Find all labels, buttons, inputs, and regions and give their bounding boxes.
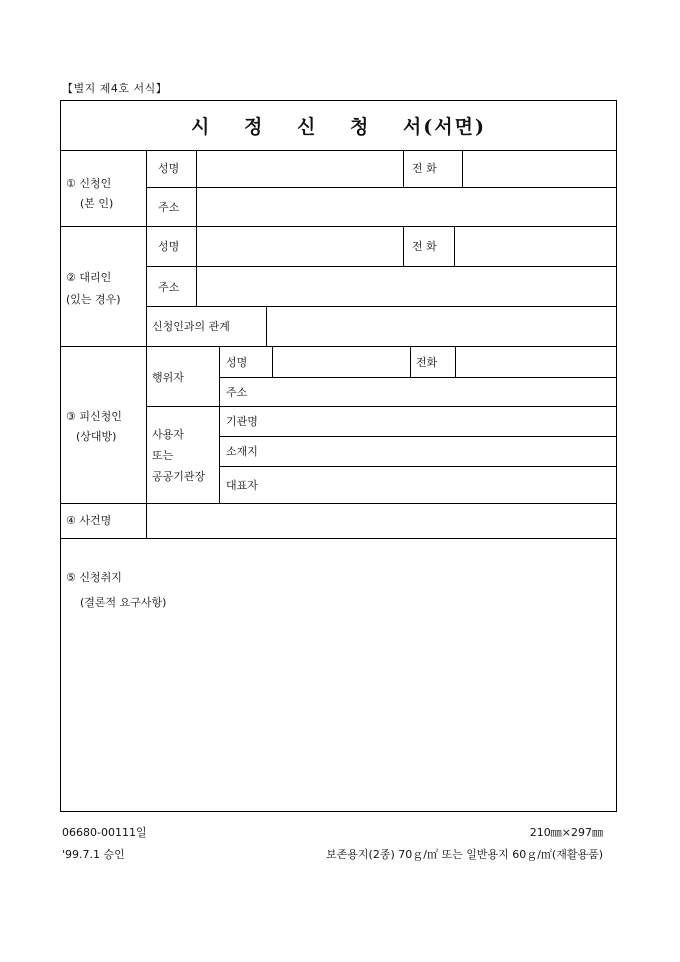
- representative-label: 대표자: [226, 479, 258, 492]
- divider: [272, 346, 273, 377]
- applicant-phone-field[interactable]: [464, 152, 615, 185]
- actor-phone-label: 전화: [416, 356, 438, 369]
- agent-phone-label: 전 화: [412, 240, 437, 253]
- form-title-suffix: 서(서면): [402, 116, 486, 138]
- actor-phone-field[interactable]: [457, 348, 615, 375]
- divider: [219, 346, 220, 503]
- case-name-field[interactable]: [148, 505, 615, 536]
- divider: [60, 503, 617, 504]
- purpose-sublabel: (결론적 요구사항): [80, 596, 167, 609]
- divider: [454, 226, 455, 266]
- agent-sublabel: (있는 경우): [66, 293, 121, 306]
- actor-name-field[interactable]: [274, 348, 408, 375]
- divider: [266, 306, 267, 346]
- applicant-sublabel: (본 인): [80, 197, 114, 210]
- form-number-label: 【별지 제4호 서식】: [62, 82, 168, 95]
- divider: [146, 187, 617, 188]
- divider: [196, 150, 197, 226]
- respondent-label: ③ 피신청인: [66, 410, 122, 423]
- divider: [60, 538, 617, 539]
- applicant-phone-label: 전 화: [412, 162, 437, 175]
- divider: [219, 377, 617, 378]
- applicant-name-field[interactable]: [198, 152, 401, 185]
- actor-label: 행위자: [152, 371, 184, 384]
- divider: [219, 436, 617, 437]
- applicant-label: ① 신청인: [66, 177, 112, 190]
- divider: [146, 266, 617, 267]
- agent-relation-label: 신청인과의 관계: [152, 320, 230, 333]
- agent-address-label: 주소: [158, 281, 180, 294]
- user-label-line1: 사용자: [152, 428, 184, 441]
- paper-spec: 보존용지(2종) 70ｇ/㎡ 또는 일반용지 60ｇ/㎡(재활용품): [326, 848, 603, 861]
- case-name-label: ④ 사건명: [66, 514, 112, 527]
- paper-size: 210㎜×297㎜: [529, 826, 603, 839]
- divider: [455, 346, 456, 377]
- divider: [60, 150, 617, 151]
- respondent-sublabel: (상대방): [76, 430, 117, 443]
- divider: [403, 226, 404, 266]
- approval-date: '99.7.1 승인: [62, 848, 125, 861]
- org-name-label: 기관명: [226, 415, 258, 428]
- divider: [462, 150, 463, 187]
- user-label-line3: 공공기관장: [152, 470, 206, 483]
- agent-name-field[interactable]: [198, 228, 401, 264]
- actor-name-label: 성명: [226, 356, 248, 369]
- divider: [146, 150, 147, 503]
- purpose-field[interactable]: [62, 615, 615, 809]
- applicant-name-label: 성명: [158, 162, 180, 175]
- user-label-line2: 또는: [152, 449, 174, 462]
- divider: [410, 346, 411, 377]
- form-title: [60, 112, 617, 139]
- divider: [403, 150, 404, 187]
- divider: [60, 346, 617, 347]
- divider: [196, 226, 197, 306]
- applicant-address-label: 주소: [158, 201, 180, 214]
- form-title-main: 시 정 신 청: [191, 116, 403, 138]
- agent-label: ② 대리인: [66, 271, 112, 284]
- location-label: 소재지: [226, 445, 258, 458]
- purpose-label: ⑤ 신청취지: [66, 571, 122, 584]
- divider: [146, 406, 617, 407]
- agent-phone-field[interactable]: [456, 228, 615, 264]
- divider: [219, 466, 617, 467]
- divider: [146, 503, 147, 538]
- form-code: 06680-00111일: [62, 826, 147, 839]
- divider: [146, 306, 617, 307]
- agent-name-label: 성명: [158, 240, 180, 253]
- divider: [60, 226, 617, 227]
- agent-relation-field[interactable]: [268, 308, 615, 344]
- agent-address-field[interactable]: [198, 268, 615, 304]
- applicant-address-field[interactable]: [198, 189, 615, 224]
- actor-address-label: 주소: [226, 386, 248, 399]
